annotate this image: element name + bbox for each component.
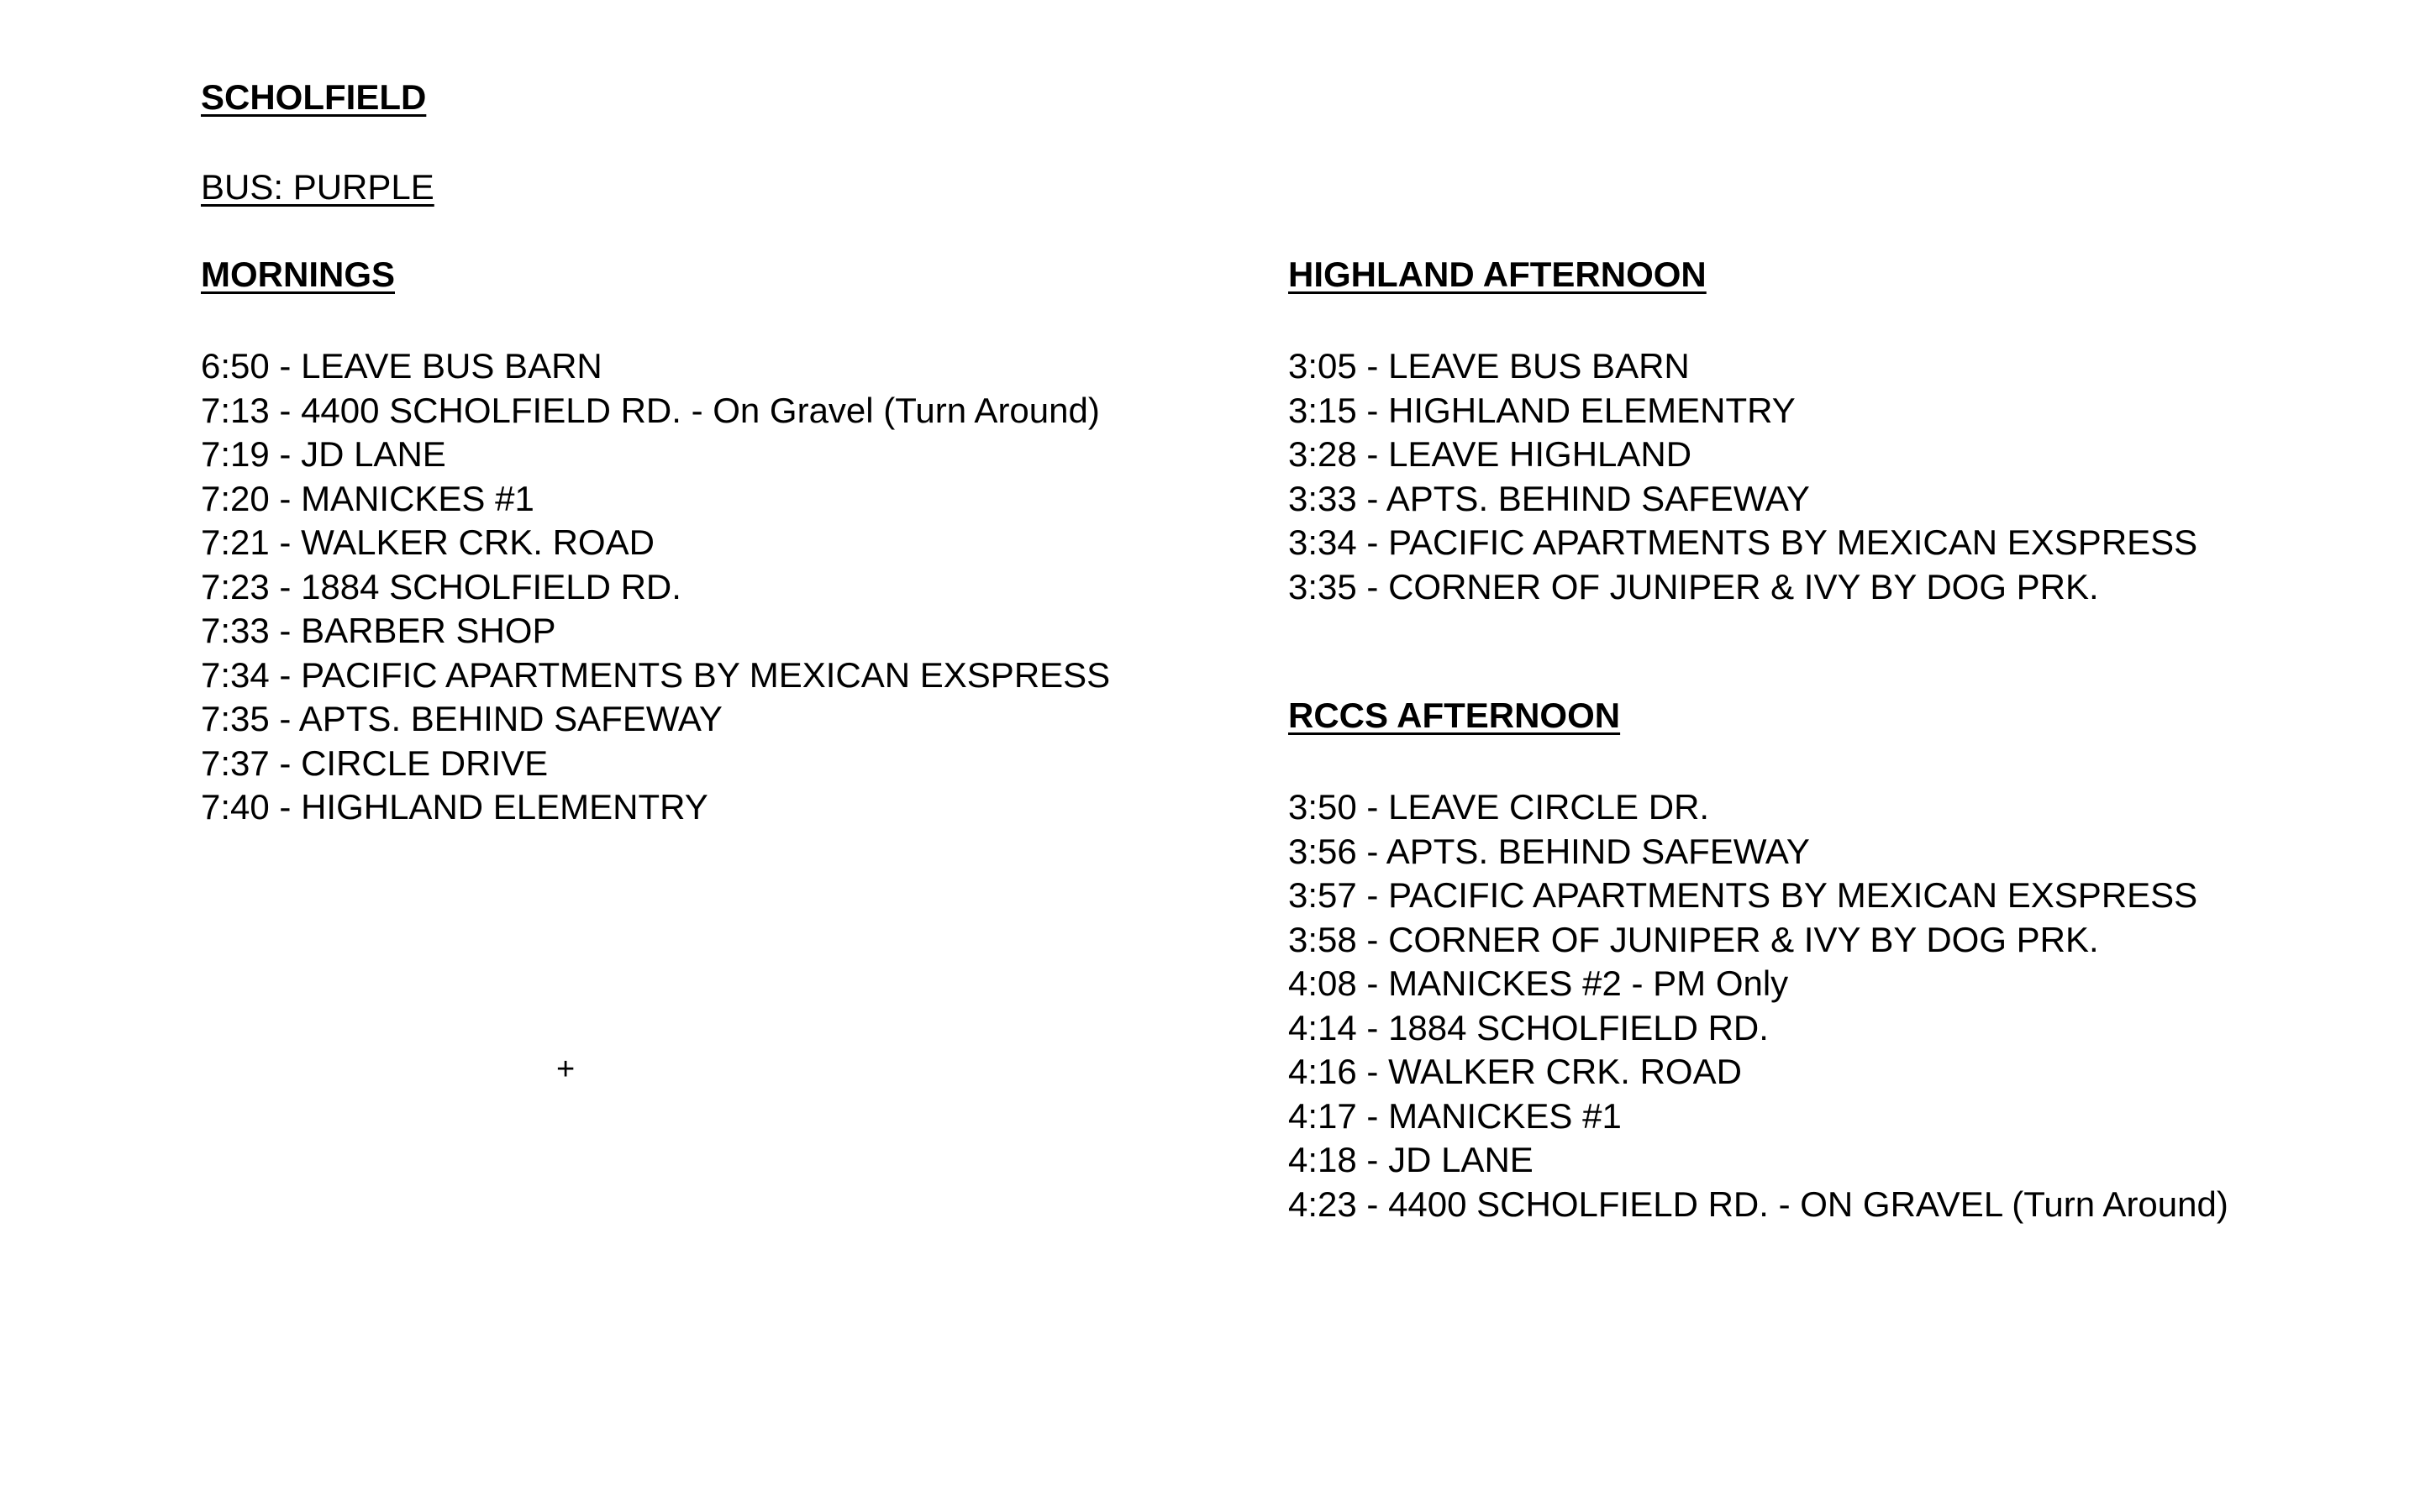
list-item: 3:15 - HIGHLAND ELEMENTRY [1288, 390, 1796, 430]
list-item: 4:17 - MANICKES #1 [1288, 1095, 1622, 1136]
list-item: 4:16 - WALKER CRK. ROAD [1288, 1052, 1742, 1091]
list-item: 3:58 - CORNER OF JUNIPER & IVY BY DOG PRK. [1288, 919, 2099, 959]
mornings-stop-list [201, 344, 1110, 830]
stray-plus-mark: + [556, 1052, 576, 1087]
list-item: 7:35 - APTS. BEHIND SAFEWAY [201, 699, 723, 738]
list-item: 6:50 - LEAVE BUS BARN [201, 346, 602, 386]
list-item: 7:13 - 4400 SCHOLFIELD RD. - On Gravel (Turn Around) [201, 390, 1100, 430]
mornings-heading: MORNINGS [201, 255, 395, 294]
list-item: 7:34 - PACIFIC APARTMENTS BY MEXICAN EXSPRESS [201, 654, 1111, 695]
highland-afternoon-stop-list [1288, 344, 2197, 609]
list-item: 4:23 - 4400 SCHOLFIELD RD. - ON GRAVEL (Turn Around) [1288, 1184, 2228, 1224]
list-item: 3:56 - APTS. BEHIND SAFEWAY [1288, 831, 1810, 871]
list-item: 4:14 - 1884 SCHOLFIELD RD. [1288, 1007, 1769, 1047]
list-item: 3:50 - LEAVE CIRCLE DR. [1288, 787, 1710, 827]
list-item: 7:19 - JD LANE [201, 434, 446, 474]
list-item: 3:57 - PACIFIC APARTMENTS BY MEXICAN EXSPRESS [1288, 875, 2198, 915]
highland-afternoon-heading: HIGHLAND AFTERNOON [1288, 255, 1707, 294]
list-item: 7:23 - 1884 SCHOLFIELD RD. [201, 566, 681, 606]
rccs-afternoon-heading: RCCS AFTERNOON [1288, 696, 1621, 735]
list-item: 4:18 - JD LANE [1288, 1140, 1534, 1179]
list-item: 3:33 - APTS. BEHIND SAFEWAY [1288, 478, 1810, 518]
list-item: 3:05 - LEAVE BUS BARN [1288, 346, 1690, 386]
list-item: 4:08 - MANICKES #2 - PM Only [1288, 963, 1789, 1003]
rccs-afternoon-stop-list [1288, 785, 2228, 1226]
list-item: 7:20 - MANICKES #1 [201, 478, 534, 518]
list-item: 3:28 - LEAVE HIGHLAND [1288, 434, 1692, 474]
list-item: 7:40 - HIGHLAND ELEMENTRY [201, 787, 708, 827]
list-item: 3:34 - PACIFIC APARTMENTS BY MEXICAN EXSPRESS [1288, 522, 2198, 562]
list-item: 7:21 - WALKER CRK. ROAD [201, 522, 655, 562]
list-item: 3:35 - CORNER OF JUNIPER & IVY BY DOG PRK. [1288, 566, 2099, 606]
bus-color: BUS: PURPLE [201, 167, 434, 207]
list-item: 7:33 - BARBER SHOP [201, 611, 556, 650]
route-title: SCHOLFIELD [201, 77, 427, 117]
list-item: 7:37 - CIRCLE DRIVE [201, 743, 549, 783]
